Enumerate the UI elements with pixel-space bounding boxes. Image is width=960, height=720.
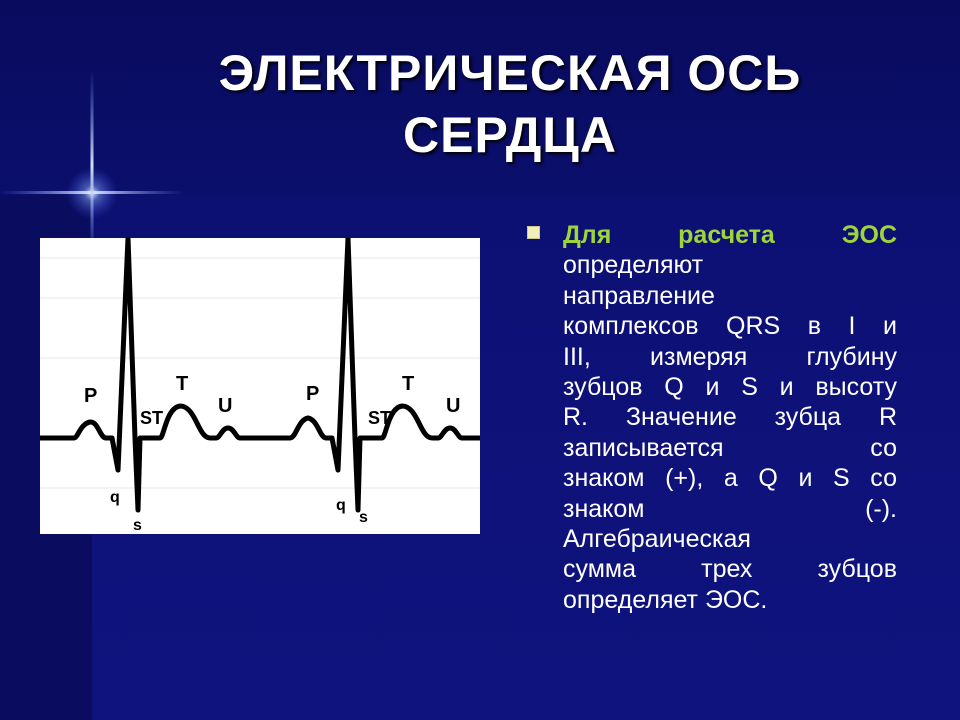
title-line-2: СЕРДЦА [403, 107, 617, 163]
ecg-label-st-1: ST [140, 408, 164, 428]
bullet-paragraph [563, 220, 897, 615]
bullet-line-1: определяют [563, 251, 704, 280]
bullet-line-5: зубцов Q и S и высоту [563, 373, 897, 402]
ecg-label-s-2: s [359, 509, 368, 526]
ecg-label-p-2: P [306, 383, 320, 405]
ecg-label-u-2: U [446, 395, 461, 417]
ecg-label-q-1: q [110, 489, 120, 506]
bullet-line-11: сумма трех зубцов [563, 555, 897, 584]
ecg-label-p-1: P [84, 385, 98, 407]
bullet-line-10: Алгебраическая [563, 525, 751, 554]
ecg-image [40, 238, 480, 534]
bullet-text-block [527, 220, 897, 615]
bullet-line-8: знаком (+), а Q и S со [563, 464, 897, 493]
bullet-line-7: записывается со [563, 433, 897, 462]
bullet-line-9: знаком (-). [563, 494, 897, 523]
ecg-label-t-2: T [402, 373, 415, 395]
bullet-line-3: комплексов QRS в I и [563, 312, 897, 341]
ecg-label-u-1: U [218, 395, 233, 417]
bullet-lead: Для расчета ЭОС [563, 221, 897, 249]
slide-title [100, 42, 920, 166]
ecg-label-st-2: ST [368, 408, 392, 428]
bullet-line-4: III, измеряя глубину [563, 342, 897, 371]
title-line-1: ЭЛЕКТРИЧЕСКАЯ ОСЬ [218, 45, 802, 101]
bullet-line-2: направление [563, 281, 715, 310]
bullet-line-6: R. Значение зубца R [563, 403, 897, 432]
bullet-square-icon [527, 226, 540, 239]
ecg-trace [40, 238, 480, 534]
ecg-label-t-1: T [176, 373, 189, 395]
ecg-label-s-1: s [133, 517, 142, 534]
bullet-line-12: определяет ЭОС. [563, 585, 768, 614]
ecg-label-q-2: q [336, 497, 346, 514]
